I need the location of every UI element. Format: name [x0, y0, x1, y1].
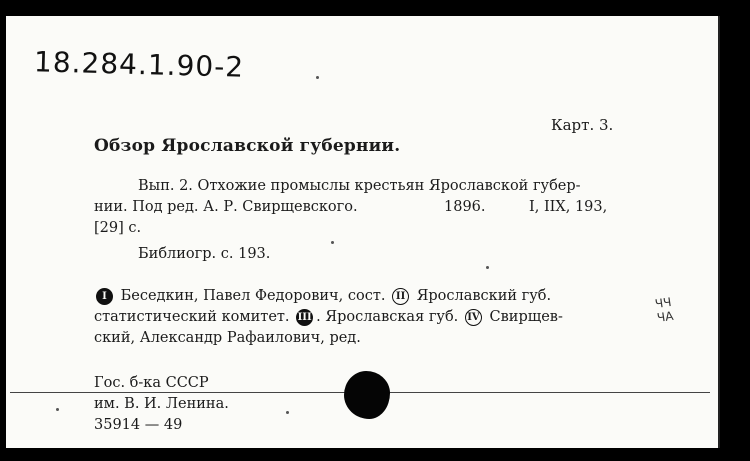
handwritten-side-note [654, 295, 674, 325]
bibliographic-description [94, 176, 619, 239]
paper-speck [316, 76, 319, 79]
paper-speck [286, 411, 289, 414]
punch-hole [344, 371, 390, 419]
entry-3-text: . Ярославская губ. [316, 309, 459, 325]
entry-2-text: Ярославский губ. [416, 288, 552, 304]
description-line-3: [29] с. [94, 220, 142, 236]
card-number: Карт. 3. [551, 116, 614, 134]
library-line-1: Гос. б-ка СССР [94, 375, 209, 391]
entry-1-text: Беседкин, Павел Федорович, сост. [120, 288, 386, 304]
paper-speck [56, 408, 59, 411]
description-line-1: Вып. 2. Отхожие промыслы крестьян Ярославской губер- [138, 178, 581, 194]
added-entries [94, 286, 624, 349]
library-imprint [94, 373, 229, 436]
entry-4-text: Свирщев- [489, 309, 563, 325]
entry-2-continued: статистический комитет. [94, 309, 290, 325]
handwritten-shelf-code: 18.284.1.90-2 [33, 45, 245, 84]
page-count: I, IIX, 193, [529, 199, 608, 215]
added-entries-line-2 [94, 307, 624, 328]
library-line-2: им. В. И. Ленина. [94, 396, 229, 412]
bibliography-note: Библиогр. с. 193. [138, 246, 271, 262]
description-line-2 [94, 197, 619, 218]
entry-marker-4: IV [465, 309, 482, 326]
entry-marker-2: II [392, 288, 409, 305]
description-line-2-text: нии. Под ред. А. Р. Свирщевского. [94, 199, 358, 215]
paper-speck [331, 241, 334, 244]
entry-marker-1: I [96, 288, 113, 305]
catalog-card [6, 16, 720, 448]
added-entries-line-3: ский, Александр Рафаилович, ред. [94, 330, 361, 346]
publication-year: 1896. [444, 199, 486, 215]
side-note-text: ЧЧ ЧА [654, 294, 675, 326]
entry-marker-3: III [296, 309, 313, 326]
library-accession-number: 35914 — 49 [94, 417, 183, 433]
added-entries-line-1 [94, 286, 624, 307]
paper-speck [486, 266, 489, 269]
card-title: Обзор Ярославской губернии. [94, 136, 401, 156]
